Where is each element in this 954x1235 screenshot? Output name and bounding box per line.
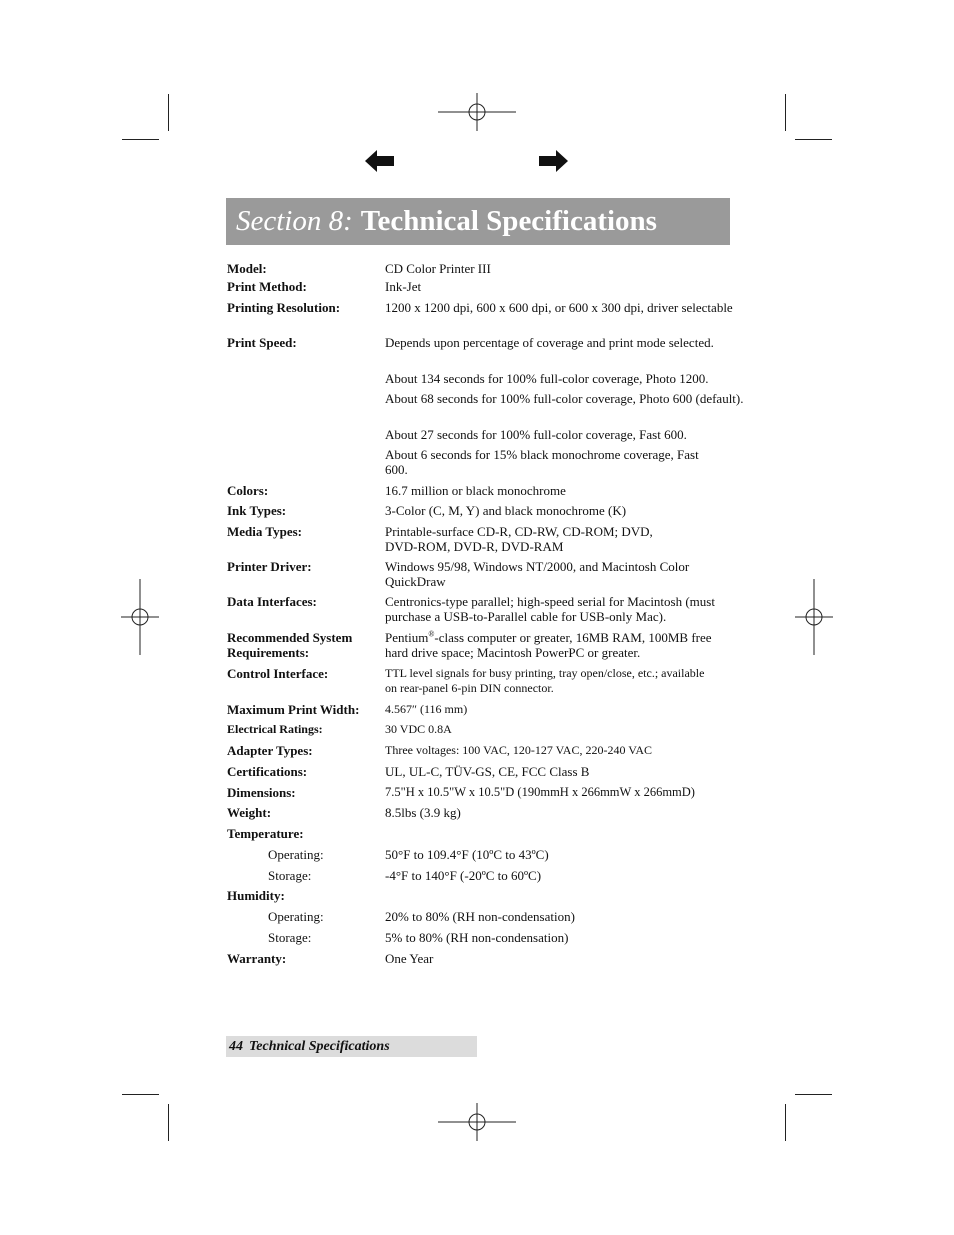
spec-value: About 27 seconds for 100% full-color coverage, Fast 600. <box>385 427 687 442</box>
spec-value: 1200 x 1200 dpi, 600 x 600 dpi, or 600 x 300 dpi, driver selectable <box>385 300 733 315</box>
spec-label: Adapter Types: <box>227 743 313 758</box>
spec-value-line: Depends upon percentage of coverage and print mode selected. <box>385 335 714 350</box>
spec-label-line: Requirements: <box>227 645 310 660</box>
spec-sublabel: Operating: <box>268 909 324 924</box>
spec-sublabel: Operating: <box>268 847 324 862</box>
registration-mark <box>438 93 516 131</box>
spec-value: 3-Color (C, M, Y) and black monochrome (K) <box>385 503 627 518</box>
crop-mark <box>785 94 786 131</box>
spec-value: About 68 seconds for 100% full-color coverage, Photo 600 (default). <box>385 391 744 406</box>
spec-sublabel: Storage: <box>268 930 312 945</box>
spec-value: 20% to 80% (RH non-condensation) <box>385 909 575 924</box>
spec-value: About 134 seconds for 100% full-color coverage, Photo 1200. <box>385 371 709 386</box>
spec-label: Control Interface: <box>227 666 329 681</box>
crop-mark <box>168 1104 169 1141</box>
crop-mark <box>785 1104 786 1141</box>
spec-sublabel: Storage: <box>268 868 312 883</box>
crop-mark <box>795 139 832 140</box>
spec-value-text: -class computer or greater, 16MB RAM, 100MB free hard drive space; Macintosh PowerPC or greater. <box>385 630 712 660</box>
section-title-bar <box>226 198 730 245</box>
page-number: 44 <box>229 1038 243 1054</box>
spec-value <box>385 630 725 660</box>
spec-value: Printable-surface CD-R, CD-RW, CD-ROM; DVD, DVD-ROM, DVD-R, DVD-RAM <box>385 524 653 554</box>
section-title: Technical Specifications <box>360 205 657 237</box>
spec-label: Temperature: <box>227 826 304 841</box>
registration-mark <box>438 1103 516 1141</box>
spec-value: UL, UL-C, TÜV-GS, CE, FCC Class B <box>385 764 590 779</box>
spec-value: 16.7 million or black monochrome <box>385 483 566 498</box>
spec-value: 50°F to 109.4°F (10ºC to 43ºC) <box>385 847 549 862</box>
registration-mark <box>121 579 159 655</box>
spec-value: -4°F to 140°F (-20ºC to 60ºC) <box>385 868 542 883</box>
spec-label: Media Types: <box>227 524 302 539</box>
left-arrow-icon[interactable] <box>365 150 394 172</box>
spec-value: TTL level signals for busy printing, tray open/close, etc.; available on rear-panel 6-pin DIN connector. <box>385 666 705 695</box>
spec-label: Colors: <box>227 483 269 498</box>
spec-label: Ink Types: <box>227 503 287 518</box>
crop-mark <box>168 94 169 131</box>
crop-mark <box>122 139 159 140</box>
registration-mark <box>795 579 833 655</box>
spec-value: Centronics-type parallel; high-speed serial for Macintosh (must purchase a USB-to-Parallel cable for USB-only Mac). <box>385 594 715 624</box>
spec-value: CD Color Printer III <box>385 261 491 276</box>
spec-value: 30 VDC 0.8A <box>385 722 452 736</box>
spec-value: About 6 seconds for 15% black monochrome coverage, Fast 600. <box>385 447 699 477</box>
right-arrow-icon[interactable] <box>539 150 568 172</box>
spec-value: 7.5"H x 10.5"W x 10.5"D (190mmH x 266mmW x 266mmD) <box>385 785 695 799</box>
spec-label: Printing Resolution: <box>227 300 341 315</box>
spec-value: Ink-Jet <box>385 279 422 294</box>
spec-label: Electrical Ratings: <box>227 722 323 736</box>
spec-label: Print Method: <box>227 279 307 294</box>
spec-label: Weight: <box>227 805 272 820</box>
section-number: Section 8: <box>236 205 353 237</box>
spec-label: Warranty: <box>227 951 287 966</box>
page-footer <box>226 1036 477 1057</box>
spec-value <box>385 335 747 350</box>
spec-label <box>227 630 383 660</box>
spec-label: Model: <box>227 261 267 276</box>
spec-value: Three voltages: 100 VAC, 120-127 VAC, 220-240 VAC <box>385 743 653 757</box>
spec-value: 5% to 80% (RH non-condensation) <box>385 930 569 945</box>
spec-label: Maximum Print Width: <box>227 702 360 717</box>
spec-label: Humidity: <box>227 888 285 903</box>
spec-label: Certifications: <box>227 764 308 779</box>
footer-section-name: Technical Specifications <box>249 1038 390 1054</box>
spec-value: 8.5lbs (3.9 kg) <box>385 805 461 820</box>
crop-mark <box>122 1094 159 1095</box>
spec-label: Dimensions: <box>227 785 296 800</box>
spec-label-line: Recommended System <box>227 630 353 645</box>
spec-value-text: Pentium <box>385 630 429 645</box>
spec-value: 4.567″ (116 mm) <box>385 702 468 716</box>
spec-value: One Year <box>385 951 434 966</box>
spec-label: Printer Driver: <box>227 559 312 574</box>
spec-label: Print Speed: <box>227 335 297 350</box>
crop-mark <box>795 1094 832 1095</box>
registered-mark: ® <box>428 629 435 639</box>
spec-value: Windows 95/98, Windows NT/2000, and Macintosh Color QuickDraw <box>385 559 690 589</box>
spec-label: Data Interfaces: <box>227 594 317 609</box>
